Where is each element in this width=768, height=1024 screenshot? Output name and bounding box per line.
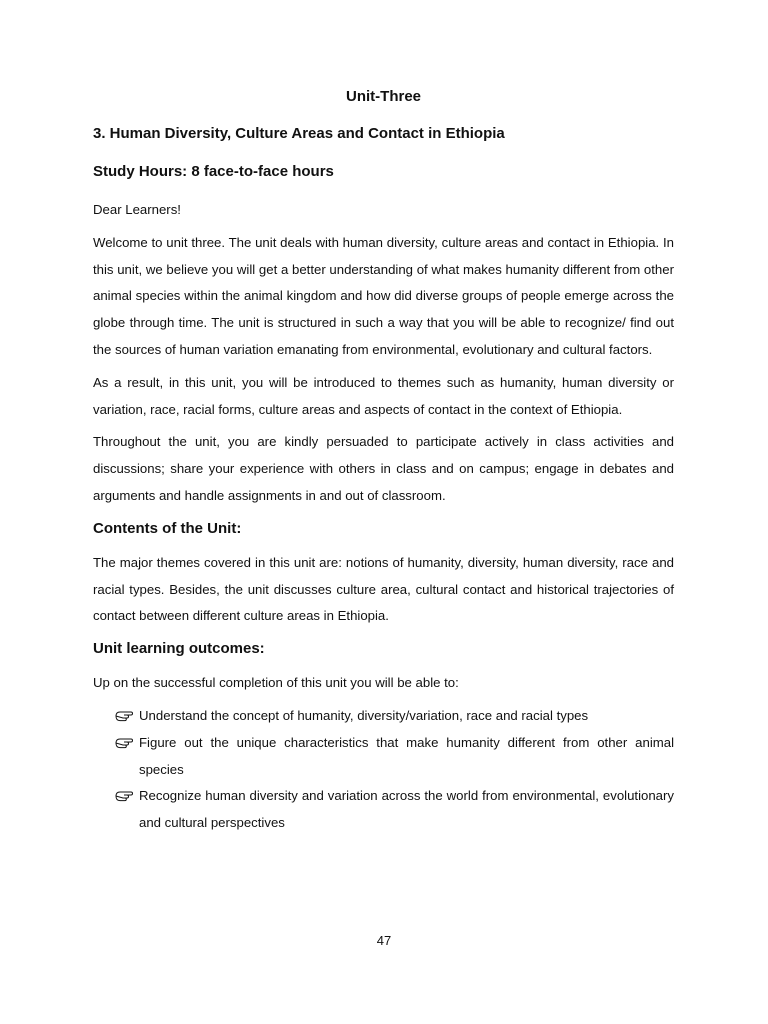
outcomes-list [93,703,674,837]
contents-text: The major themes covered in this unit are: notions of humanity, diversity, human diversity, race and racial types. Besides, the unit discusses culture area, cultural contact and historical trajectories of contact between different culture areas in Ethiopia. [93,554,674,624]
study-hours: Study Hours: 8 face-to-face hours [93,163,334,180]
unit-title: Unit-Three [346,88,421,105]
outcome-text: Understand the concept of humanity, diversity/variation, race and racial types [139,707,589,723]
intro-paragraph-3: Throughout the unit, you are kindly persuaded to participate actively in class activities and discussions; share your experience with others in class and on campus; engage in debates and arguments and handle assignments in and out of classroom. [93,434,674,503]
chapter-title: 3. Human Diversity, Culture Areas and Contact in Ethiopia [93,125,505,142]
contents-heading: Contents of the Unit: [93,519,242,537]
outcome-text: Recognize human diversity and variation across the world from environmental, evolutionary and cultural perspectives [139,788,674,831]
intro-paragraph-1: Welcome to unit three. The unit deals with human diversity, culture areas and contact in Ethiopia. In this unit, we believe you will get a better understanding of what makes humanity different from other animal species within the animal kingdom and how did diverse groups of people emerge across the globe through time. The unit is structured in such a way that you will be able to recognize/ find out the sources of human variation emanating from environmental, evolutionary and cultural factors. [93,234,674,357]
outcome-text: Figure out the unique characteristics that make humanity different from other animal species [139,734,674,777]
hand-pointing-icon [115,790,133,802]
hand-pointing-icon [115,710,133,722]
outcome-item [93,730,674,784]
outcome-item [93,703,674,730]
document-page [93,86,674,837]
hand-pointing-icon [115,737,133,749]
outcome-item [93,783,674,837]
outcomes-heading: Unit learning outcomes: [93,640,265,658]
salutation: Dear Learners! [93,202,181,217]
outcomes-intro: Up on the successful completion of this unit you will be able to: [93,675,459,691]
page-number: 47 [376,933,392,948]
intro-paragraph-2: As a result, in this unit, you will be introduced to themes such as humanity, human diversity or variation, race, racial forms, culture areas and aspects of contact in the context of Ethiopia. [93,374,674,417]
